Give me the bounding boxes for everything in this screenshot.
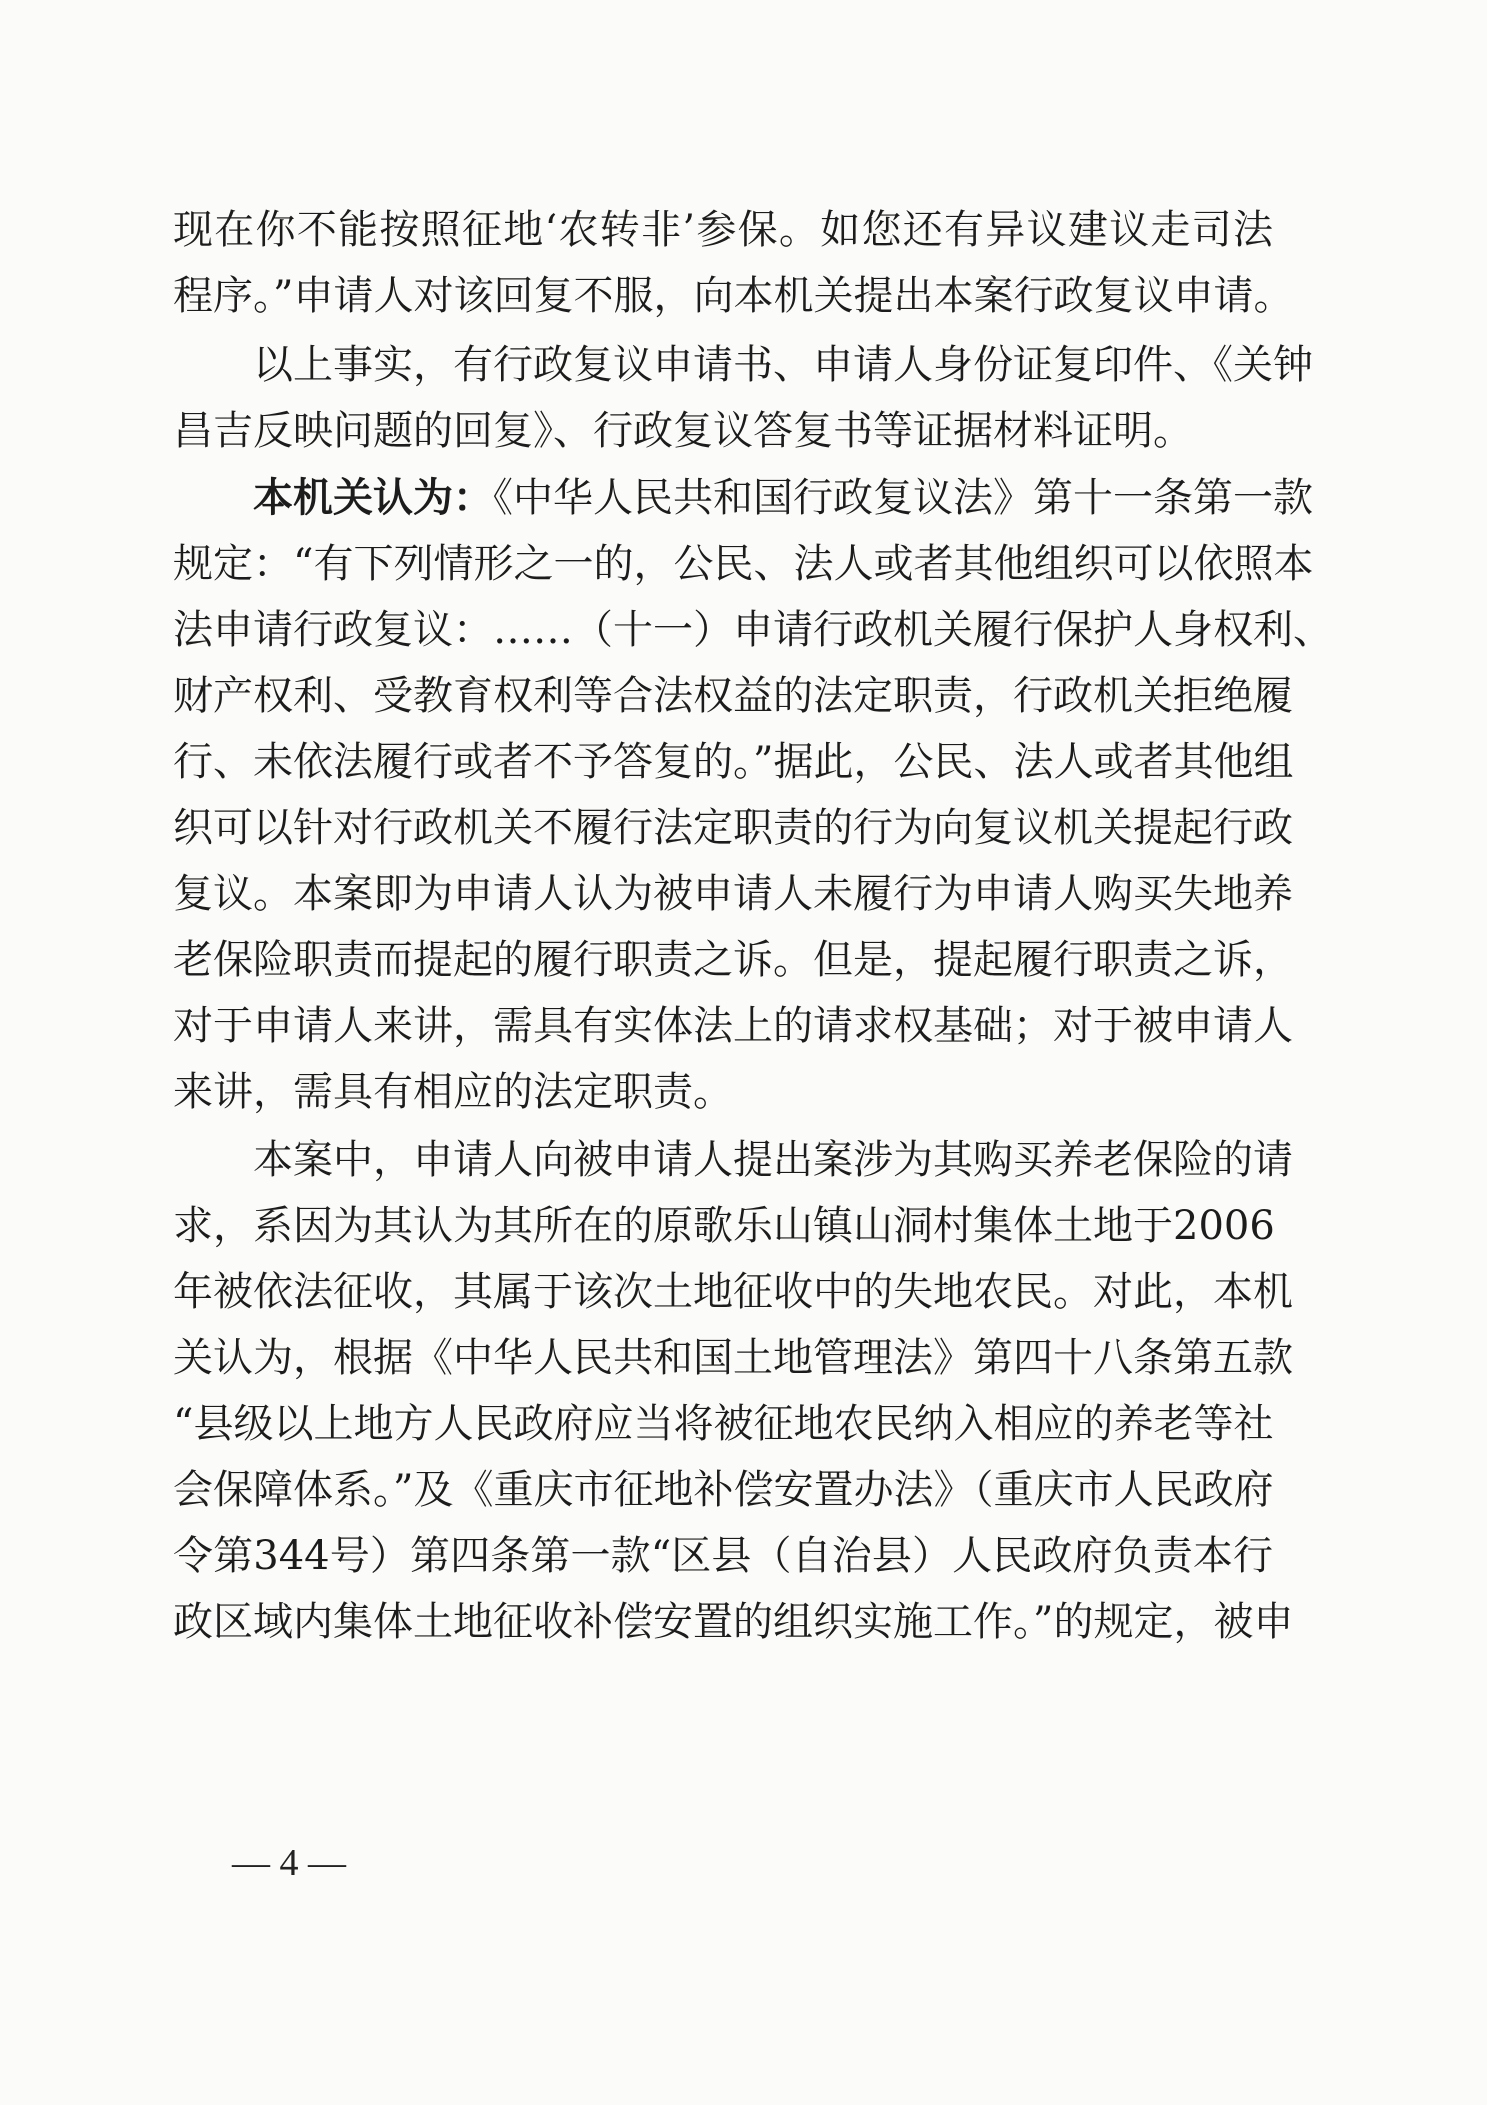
body-line: 法申请行政复议：……（十一）申请行政机关履行保护人身权利、 — [173, 607, 1333, 653]
body-line: 程序。”申请人对该回复不服，向本机关提出本案行政复议申请。 — [173, 273, 1294, 319]
body-line-with-lead — [253, 470, 1313, 526]
body-line: 复议。本案即为申请人认为被申请人未履行为申请人购买失地养 — [173, 871, 1293, 917]
body-line: 关认为，根据《中华人民共和国土地管理法》第四十八条第五款 — [173, 1335, 1293, 1381]
body-line: 会保障体系。”及《重庆市征地补偿安置办法》（重庆市人民政府 — [173, 1467, 1274, 1513]
body-line: 对于申请人来讲，需具有实体法上的请求权基础；对于被申请人 — [173, 1003, 1293, 1049]
body-line-text: 《中华人民共和国行政复议法》第十一条第一款 — [493, 475, 1313, 521]
body-line: 政区域内集体土地征收补偿安置的组织实施工作。”的规定，被申 — [173, 1599, 1294, 1645]
body-line: 织可以针对行政机关不履行法定职责的行为向复议机关提起行政 — [173, 805, 1293, 851]
body-line: 财产权利、受教育权利等合法权益的法定职责，行政机关拒绝履 — [173, 673, 1293, 719]
body-line: 行、未依法履行或者不予答复的。”据此，公民、法人或者其他组 — [173, 739, 1294, 785]
body-line: 老保险职责而提起的履行职责之诉。但是，提起履行职责之诉， — [173, 937, 1293, 983]
body-line: 令第344号）第四条第一款“区县（自治县）人民政府负责本行 — [173, 1533, 1273, 1579]
body-line: 年被依法征收，其属于该次土地征收中的失地农民。对此，本机 — [173, 1269, 1293, 1315]
body-line: 来讲，需具有相应的法定职责。 — [173, 1069, 733, 1115]
page-number: — 4 — — [232, 1842, 346, 1884]
body-line: 求，系因为其认为其所在的原歌乐山镇山洞村集体土地于2006 — [173, 1203, 1275, 1249]
body-line: 现在你不能按照征地‘农转非’参保。如您还有异议建议走司法 — [173, 207, 1273, 253]
body-line: 规定：“有下列情形之一的，公民、法人或者其他组织可以依照本 — [173, 541, 1314, 587]
body-line: 以上事实，有行政复议申请书、申请人身份证复印件、《关钟 — [253, 342, 1313, 388]
bold-lead: 本机关认为： — [253, 475, 493, 521]
body-line: “县级以上地方人民政府应当将被征地农民纳入相应的养老等社 — [173, 1401, 1274, 1447]
body-line: 昌吉反映问题的回复》、行政复议答复书等证据材料证明。 — [173, 408, 1193, 454]
body-line: 本案中，申请人向被申请人提出案涉为其购买养老保险的请 — [253, 1137, 1293, 1183]
